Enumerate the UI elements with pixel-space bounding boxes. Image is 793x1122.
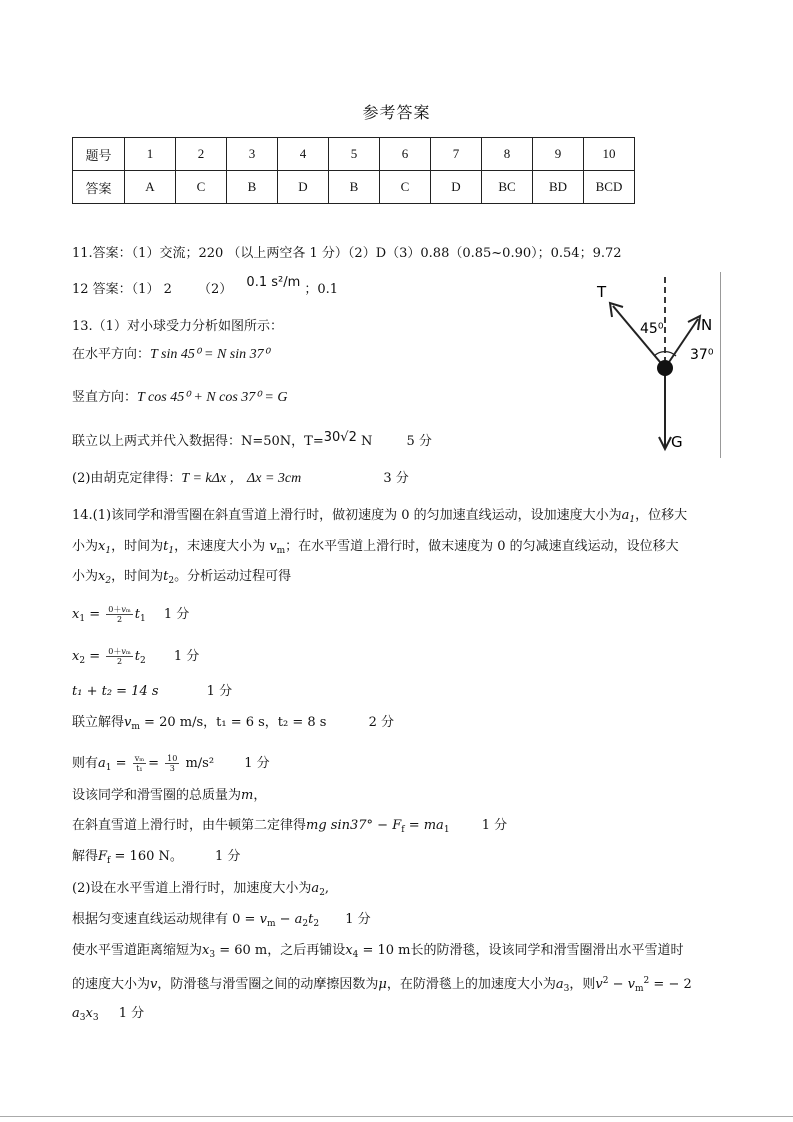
label-n: N (701, 316, 713, 334)
q14-eq1: $x_1$ = $\frac{\text{0＋𝑣ₘ}}{2}$ $t_1$ 1 分 (72, 605, 190, 624)
accel-prefix: 则有 (72, 756, 99, 771)
diagram-border (720, 272, 721, 458)
q14-line2: 小为$x_1$，时间为$t_1$，末速度大小为 $v_m$；在水平雪道上滑行时，做末速度为 0 的匀减速直线运动，设位移大 (72, 539, 679, 556)
accel-score: 1 分 (244, 756, 270, 771)
table-cell: B (329, 171, 380, 204)
frac-num: 10 (167, 754, 178, 763)
t-unit: N (356, 434, 373, 449)
table-cell: 7 (431, 138, 482, 171)
table-cell: 1 (125, 138, 176, 171)
part2-rule-text: 根据匀变速直线运动规律有 0 = (72, 912, 256, 927)
horizontal-equation: T sin 45⁰ = N sin 37⁰ (150, 347, 270, 362)
q14-eq2: $x_2$ = $\frac{\text{0＋𝑣ₘ}}{2}$ $t_2$ 1 分 (72, 647, 200, 666)
eq1-score: 1 分 (163, 607, 190, 622)
angle-37: 37⁰ (690, 347, 714, 363)
newton-eq2: = ma (404, 818, 444, 833)
q13-combine (72, 430, 432, 451)
hooke-score: 3 分 (383, 471, 409, 486)
combine-score: 5 分 (406, 434, 432, 449)
part2-text: (2)设在水平雪道上滑行时，加速度大小为 (72, 881, 312, 896)
table-cell: 10 (584, 138, 635, 171)
q14-part2-rule: 根据匀变速直线运动规律有 $0 = v_m - a_2t_2$ 1 分 (72, 912, 371, 929)
newton-eq: mg sin37° − F (306, 818, 402, 833)
fraction: $\frac{\text{0＋𝑣ₘ}}{2}$ (108, 605, 131, 624)
ball (657, 360, 673, 376)
table-cell: BCD (584, 171, 635, 204)
table-row (73, 138, 635, 171)
table-cell: BD (533, 171, 584, 204)
speed-end: ，则 (569, 977, 596, 992)
table-cell: D (431, 171, 482, 204)
fraction: $\frac{\text{0＋𝑣ₘ}}{2}$ (108, 647, 131, 666)
speed-mid: ，防滑毯与滑雪圈之间的动摩擦因数为 (157, 977, 379, 992)
combine-text: 联立以上两式并代入数据得：N=50N，T= (72, 434, 324, 449)
tension-arrow (613, 306, 665, 368)
page-bottom-rule (0, 1116, 793, 1117)
force-diagram (590, 275, 720, 460)
symbol-a1: $a_1$ (621, 508, 636, 525)
last-score: 1 分 (118, 1006, 145, 1021)
speed-text: 的速度大小为 (72, 977, 151, 992)
shorten-end: = 10 m长的防滑毯，设该同学和滑雪圈滑出水平雪道时 (358, 943, 684, 958)
table-cell: 3 (227, 138, 278, 171)
q14-shorten: 使水平雪道距离缩短为$x_3 = 60$ m，之后再铺设$x_4 = 10$ m长的防滑毯，设该同学和滑雪圈滑出水平雪道时 (72, 943, 684, 960)
friction-text: 解得 (72, 849, 99, 864)
shorten-mid: = 60 m，之后再铺设 (215, 943, 346, 958)
table-cell: B (227, 171, 278, 204)
fraction: $\frac{\text{vₘ}}{\text{t₁}}$ (134, 754, 145, 773)
table-cell: 5 (329, 138, 380, 171)
q14-eq3 (72, 683, 232, 701)
table-cell: 题号 (73, 138, 125, 171)
q14-mass: 设该同学和滑雪圈的总质量为m， (72, 788, 267, 803)
speed-mid2: ，在防滑毯上的加速度大小为 (386, 977, 556, 992)
part2-score: 1 分 (345, 912, 371, 927)
horizontal-label: 在水平方向： (72, 347, 151, 362)
solve-score: 2 分 (368, 715, 395, 730)
q13-vertical (72, 389, 287, 407)
q12-part2: （2） (198, 282, 233, 297)
normal-arrowhead (688, 316, 700, 330)
fraction (165, 754, 179, 773)
solve-text: 联立解得 (72, 715, 125, 730)
q14-line2-text: 小为 (72, 539, 99, 554)
table-cell: 2 (176, 138, 227, 171)
q14-part2: (2)设在水平雪道上滑行时，加速度大小为$a_2$, (72, 881, 330, 898)
table-cell: 9 (533, 138, 584, 171)
q12-prefix: 12 答案：（1） 2 (72, 282, 172, 297)
label-g: G (671, 433, 683, 451)
table-cell: 4 (278, 138, 329, 171)
q14-newton: 在斜直雪道上滑行时，由牛顿第二定律得mg $\sin 37^\circ - F_f = ma_1$ 1 分 (72, 818, 508, 835)
t-value: 30√2 (323, 430, 357, 445)
table-cell: C (380, 171, 431, 204)
eq2-score: 1 分 (173, 649, 200, 664)
vertical-label: 竖直方向： (72, 390, 138, 405)
q14-last: $a_3x_3$ 1 分 (72, 1006, 145, 1023)
q14-accel: 则有$a_1$ = $\frac{\text{vₘ}}{\text{t₁}}$ = $\frac{10}{3}$ m/s² 1 分 (72, 754, 270, 773)
table-cell: C (176, 171, 227, 204)
q13-horizontal (72, 346, 269, 364)
eq3-score: 1 分 (206, 684, 233, 699)
table-cell: 8 (482, 138, 533, 171)
hooke-label: (2)由胡克定律得： (72, 471, 182, 486)
page-title: 参考答案 (362, 103, 431, 122)
q12-value: 0.1 s²/m (246, 275, 301, 290)
table-cell: BC (482, 171, 533, 204)
answer-table (72, 137, 635, 204)
angle-45: 45⁰ (640, 321, 664, 337)
table-cell: D (278, 171, 329, 204)
q11-answer: 11.答案：（1）交流；220 （以上两空各 1 分）（2）D（3）0.88（0.85~0.90）；0.54；9.72 (72, 246, 622, 261)
friction-score: 1 分 (215, 849, 241, 864)
vertical-equation: T cos 45⁰ + N cos 37⁰ = G (137, 390, 288, 405)
q14-speed: 的速度大小为v，防滑毯与滑雪圈之间的动摩擦因数为μ，在防滑毯上的加速度大小为$a_3$，则$v^2 - v_m^2$ = − 2 (72, 976, 692, 994)
q14-friction: 解得$F_f = 160$ N。 1 分 (72, 849, 241, 866)
newton-text: 在斜直雪道上滑行时，由牛顿第二定律得 (72, 818, 307, 833)
eq3-text: t₁ + t₂ = 14 s (72, 684, 159, 699)
q14-solve: 联立解得$v_m = 20$ m/s，t₁ = 6 s，t₂ = 8 s 2 分 (72, 715, 395, 732)
q13-intro: 13.（1）对小球受力分析如图所示： (72, 319, 283, 334)
q12-suffix: ；0.1 (304, 282, 339, 297)
q14-line1-text: 14.(1)该同学和滑雪圈在斜直雪道上滑行时，做初速度为 0 的匀加速直线运动，设加速度大小为 (72, 508, 622, 523)
solve-values: = 20 m/s，t₁ = 6 s，t₂ = 8 s (139, 715, 327, 730)
newton-score: 1 分 (481, 818, 508, 833)
mass-text: 设该同学和滑雪圈的总质量为 (72, 788, 242, 803)
label-t: T (597, 283, 607, 301)
shorten-text: 使水平雪道距离缩短为 (72, 943, 203, 958)
q13-hooke (72, 470, 409, 488)
table-row (73, 171, 635, 204)
frac-den: 3 (169, 764, 175, 773)
q14-line3: 小为$x_2$，时间为$t_2$。分析运动过程可得 (72, 569, 292, 586)
table-cell: 答案 (73, 171, 125, 204)
friction-value: = 160 N。 (110, 849, 183, 864)
hooke-equation: T = kΔx ， Δx = 3cm (181, 471, 302, 486)
accel-unit: m/s² (181, 756, 215, 771)
table-cell: 6 (380, 138, 431, 171)
q12-answer (72, 275, 339, 299)
table-cell: A (125, 171, 176, 204)
q14-line3-text: 小为 (72, 569, 99, 584)
q14-line1: 14.(1)该同学和滑雪圈在斜直雪道上滑行时，做初速度为 0 的匀加速直线运动，设加速度大小为$a_1$，位移大 (72, 508, 688, 525)
